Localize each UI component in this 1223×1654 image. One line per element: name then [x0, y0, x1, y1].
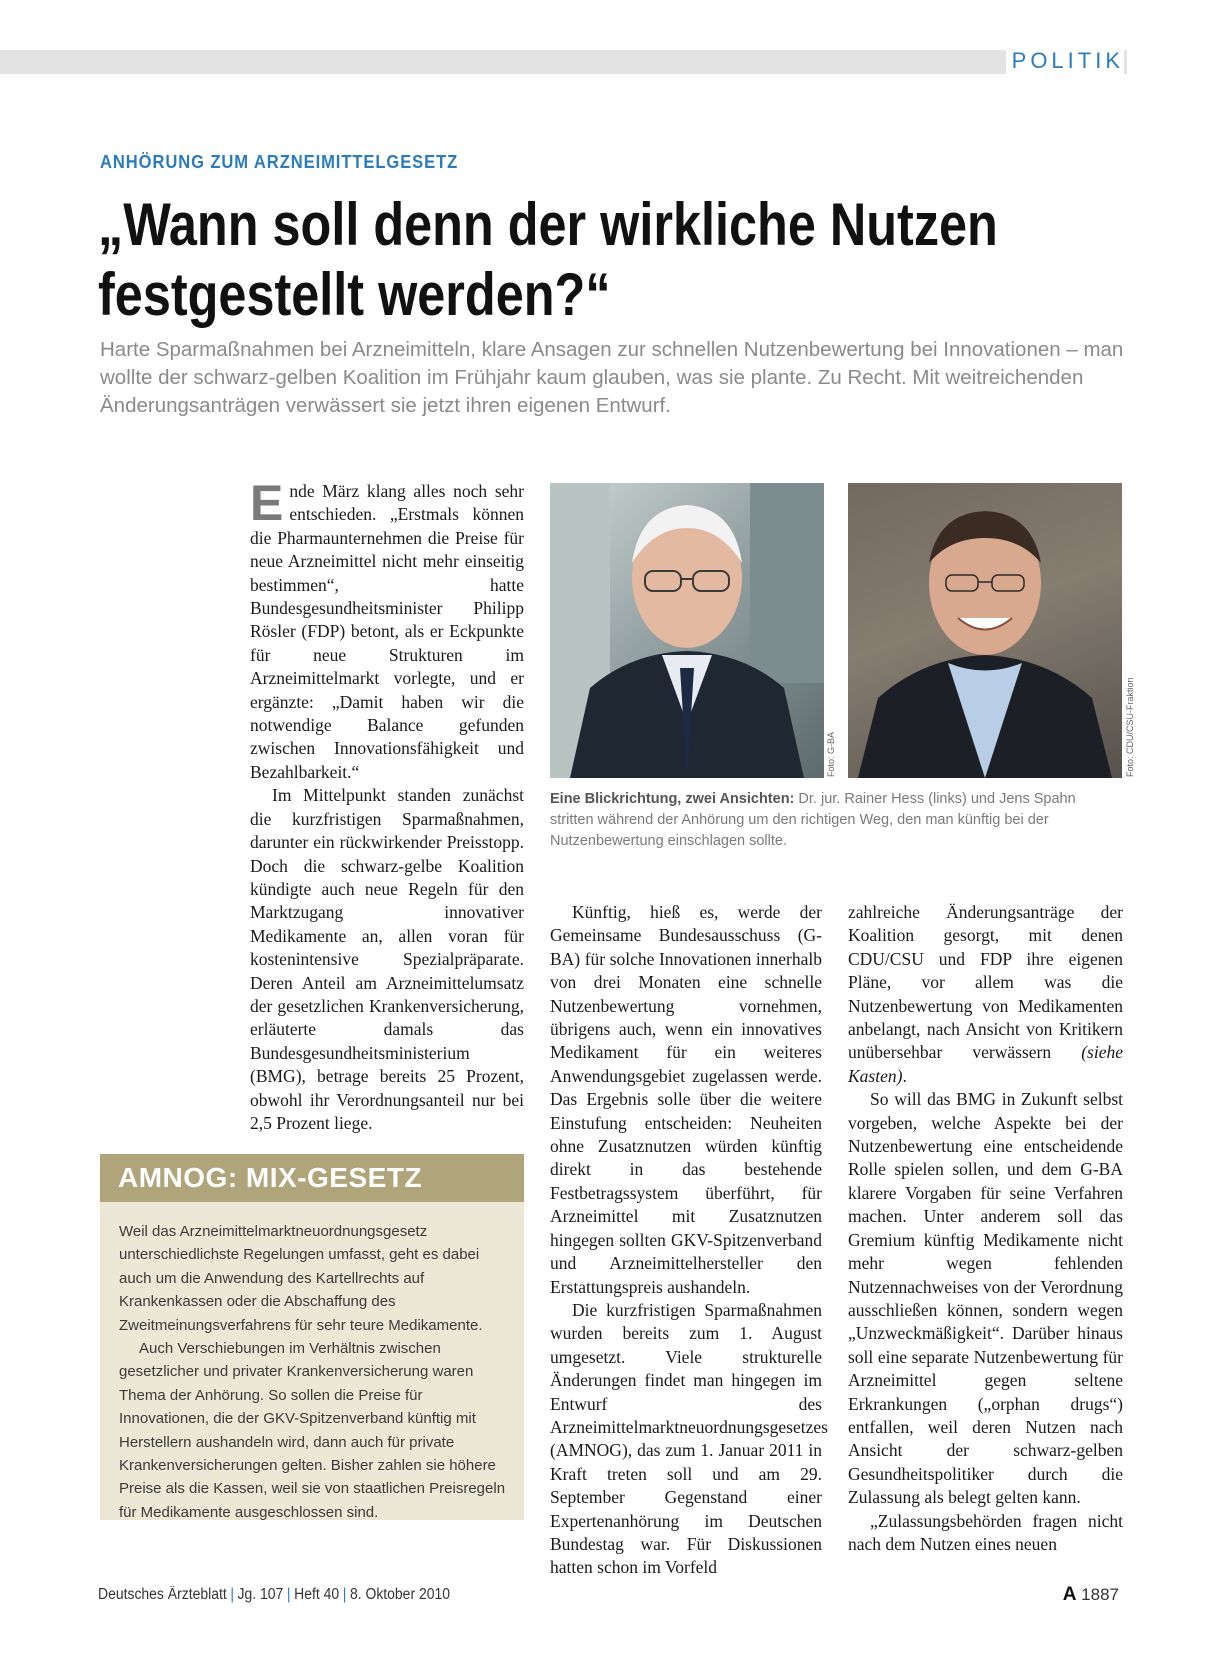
issue: Heft 40: [294, 1586, 340, 1603]
section-label: POLITIK: [1006, 48, 1124, 74]
paragraph: So will das BMG in Zukunft selbst vorgeben, welche Aspekte bei der Nutzenbewertung eine entscheidende Rolle spielen sollen, und dem G-BA klarere Vorgaben für seine Verfahren machen. Unter anderem soll das Gremium künftig Medikamente nicht mehr wegen fehlenden Nutzennachweises von der Verordnung ausschließen können, sondern wegen „Unzweckmäßigkeit“. Darüber hinaus soll eine separate Nutzenbewertung für Arzneimittel gegen seltene Erkrankungen („orphan drugs“) entfallen, weil deren Nutzen nach Ansicht der schwarz-gelben Gesundheitspolitiker durch die Zulassung als belegt gelten kann.: [848, 1089, 1123, 1508]
footer-citation: [98, 1586, 450, 1604]
paragraph-text: nde März klang alles noch sehr entschieden. „Erstmals können die Pharmaunternehmen die Preise für neue Arzneimittel nicht mehr einseitig bestimmen“, hatte Bundesgesundheitsminister Philipp Rösler (FDP) betont, als er Eckpunkte für neue Strukturen im Arzneimittelmarkt vorlegte, und er ergänzte: „Damit haben wir die notwendige Balance gefunden zwischen Innovationsfähigkeit und Bezahlbarkeit.“: [250, 481, 524, 782]
paragraph: [250, 475, 524, 784]
photo-jens-spahn: [848, 483, 1122, 778]
caption-text: Dr. jur. Rainer Hess (links) und Jens Spahn stritten während der Anhörung um den richtigen Weg, den man künftig bei der Nutzenbewertung einschlagen sollte.: [550, 791, 1076, 849]
portrait-illustration-1: [550, 483, 824, 778]
paragraph: Künftig, hieß es, werde der Gemeinsame Bundesausschuss (G-BA) für solche Innovationen innerhalb von drei Monaten eine schnelle Nutzenbewertung vornehmen, übrigens auch, wenn ein innovatives Medikament für ein weiteres Anwendungsgebiet zugelassen werde. Das Ergebnis solle über die weitere Einstufung entscheiden: Neuheiten ohne Zusatznutzen würden künftig direkt in das bestehende Festbetragssystem überführt, für Arzneimittel mit Zusatznutzen hingegen sollten GKV-Spitzenverband und Arzneimittelhersteller den Erstattungspreis aushandeln.: [550, 902, 822, 1297]
drop-cap: E: [250, 475, 284, 531]
text-column-3: [848, 901, 1123, 1556]
info-box-paragraph: Weil das Arzneimittelmarktneuordnungsgesetz unterschiedlichste Regelungen umfasst, geht es dabei auch um die Anwendung des Kartellrechts auf Krankenkassen oder die Abschaffung des Zweitmeinungsverfahrens für sehr teure Medikamente.: [119, 1223, 483, 1334]
article-kicker: ANHÖRUNG ZUM ARZNEIMITTELGESETZ: [100, 152, 459, 172]
issue-date: 8. Oktober 2010: [349, 1586, 451, 1603]
journal-name: Deutsches Ärzteblatt: [98, 1586, 227, 1603]
page-number-value: 1887: [1081, 1585, 1119, 1604]
photo-credit-1: Foto: G-BA: [826, 731, 836, 777]
article-headline: [98, 190, 998, 330]
separator: |: [230, 1586, 234, 1603]
headline-line-1: „Wann soll denn der wirkliche Nutzen: [98, 191, 998, 258]
volume: Jg. 107: [237, 1586, 284, 1603]
text-column-1: [250, 475, 524, 1135]
box-reference[interactable]: (siehe Kasten): [848, 1042, 1123, 1086]
photo-credit-2: Foto: CDU/CSU-Fraktion: [1125, 677, 1135, 777]
paragraph: Die kurzfristigen Sparmaßnahmen wurden bereits zum 1. August umgesetzt. Viele strukturelle Änderungen findet man hingegen im Entwurf des Arzneimittelmarktneuordnungsgesetzes (AMNOG), das zum 1. Januar 2011 in Kraft treten soll und am 29. September Gegenstand einer Expertenanhörung im Deutschen Bundestag war. Für Diskussionen hatten schon im Vorfeld: [550, 1299, 828, 1578]
header-bar: [0, 50, 1127, 74]
article-lead: Harte Sparmaßnahmen bei Arzneimitteln, klare Ansagen zur schnellen Nutzenbewertung bei Innovationen – man wollte der schwarz-gelben Koalition im Frühjahr kaum glauben, was sie plante. Zu Recht. Mit weitreichenden Änderungsanträgen verwässert sie jetzt ihren eigenen Entwurf.: [100, 338, 1124, 417]
text-column-2: [550, 901, 828, 1580]
paragraph: [848, 901, 1123, 1088]
paragraph-text: zahlreiche Änderungsanträge der Koalition gesorgt, mit denen CDU/CSU und FDP ihre eigenen Pläne, vor allem was die Nutzenbewertung von Medikamenten anbelangt, nach Ansicht von Kritikern unübersehbar verwässern: [848, 902, 1123, 1063]
page-prefix: A: [1062, 1584, 1077, 1605]
caption-title: Eine Blickrichtung, zwei Ansichten:: [550, 791, 795, 807]
portrait-illustration-2: [848, 483, 1122, 778]
separator: |: [342, 1586, 347, 1603]
paragraph: Im Mittelpunkt standen zunächst die kurzfristigen Sparmaßnahmen, darunter ein rückwirkender Preisstopp. Doch die schwarz-gelbe Koalition kündigte auch neue Regeln für den Marktzugang innovativer Medikamente an, allen voran für kostenintensive Spezialpräparate. Deren Anteil am Arzneimittelumsatz der gesetzlichen Krankenversicherung, erläuterte damals das Bundesgesundheitsministerium (BMG), betrage bereits 25 Prozent, obwohl ihr Verordnungsanteil nur bei 2,5 Prozent liege.: [250, 785, 524, 1133]
paragraph-end: .: [902, 1065, 907, 1086]
photo-rainer-hess: [550, 483, 824, 778]
separator: |: [286, 1586, 291, 1603]
page-number: [1063, 1584, 1119, 1606]
info-box-paragraph: Auch Verschiebungen im Verhältnis zwischen gesetzlicher und privater Krankenversicherung waren Thema der Anhörung. So sollen die Preise für Innovationen, die der GKV-Spitzenverband künftig mit Herstellern aushandeln wird, dann auch für private Krankenversicherungen gelten. Bisher zahlen sie höhere Preise als die Kassen, weil sie von staatlichen Preisregeln für Medikamente ausgeschlossen sind.: [119, 1340, 506, 1521]
info-box-title: AMNOG: MIX-GESETZ: [100, 1154, 524, 1202]
photo-caption: [550, 789, 1120, 852]
headline-line-2: festgestellt werden?“: [98, 261, 611, 328]
paragraph: „Zulassungsbehörden fragen nicht nach dem Nutzen eines neuen: [848, 1510, 1123, 1554]
info-box-body: [100, 1202, 524, 1520]
